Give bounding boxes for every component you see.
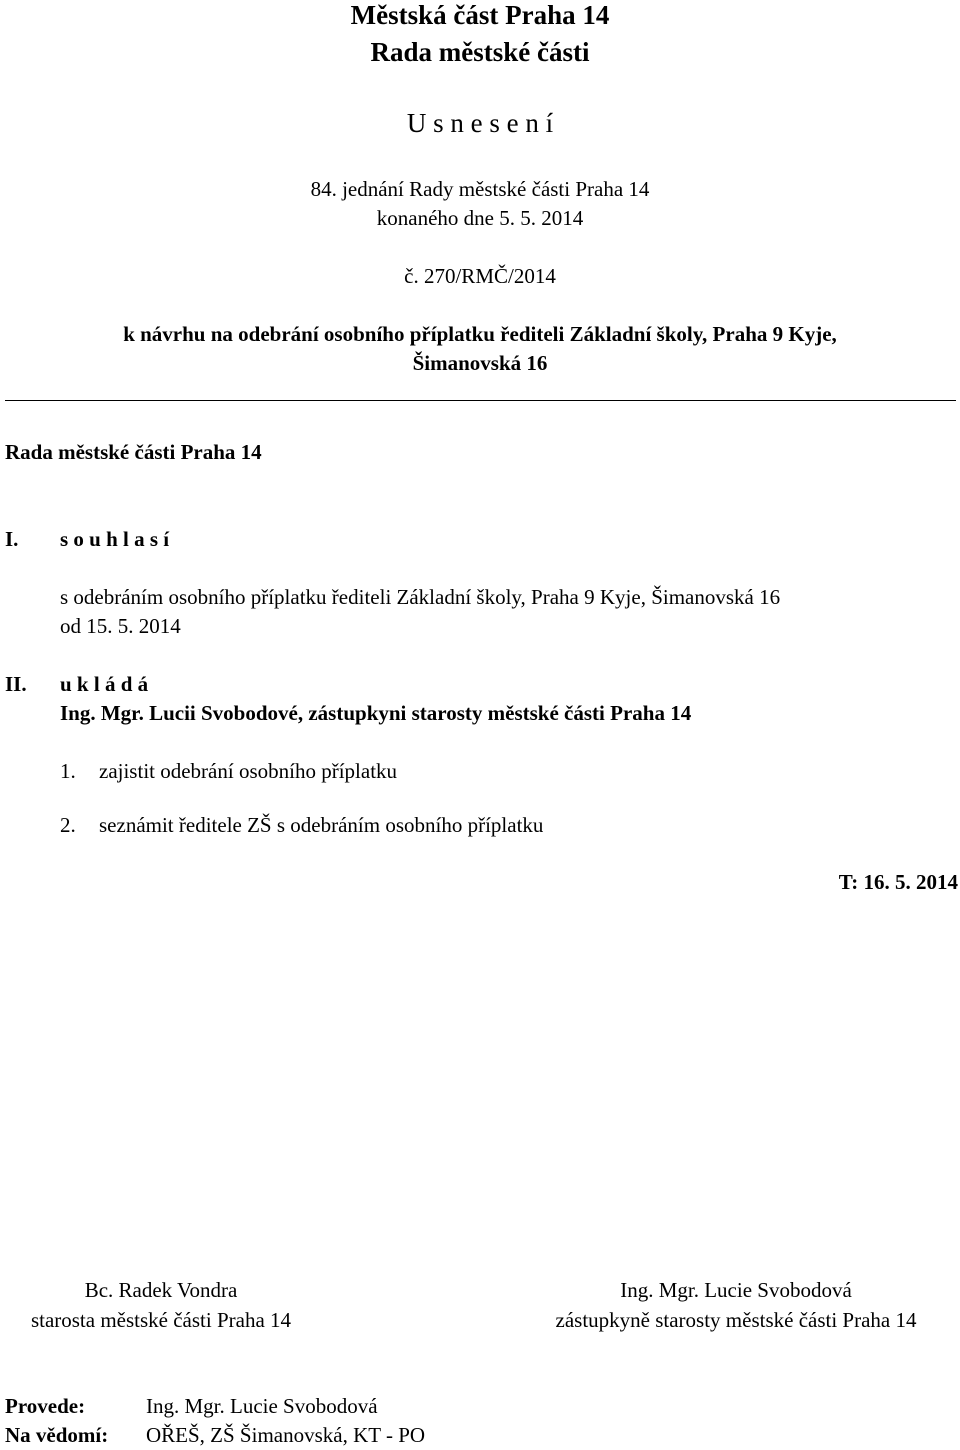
authority-name: Městská část Praha 14: [350, 0, 610, 30]
left-signatory-name: Bc. Radek Vondra: [84, 1278, 238, 1302]
subject-line-1: k návrhu na odebrání osobního příplatku řediteli Základní školy, Praha 9 Kyje,: [123, 322, 837, 346]
deadline: T: 16. 5. 2014: [838, 870, 958, 894]
meeting-date: konaného dne 5. 5. 2014: [376, 206, 584, 230]
resolution-number: č. 270/RMČ/2014: [404, 264, 556, 288]
section2-person: Ing. Mgr. Lucii Svobodové, zástupkyni starosty městské části Praha 14: [60, 701, 692, 725]
item2-text: seznámit ředitele ZŠ s odebráním osobního příplatku: [99, 813, 544, 837]
left-signatory-title: starosta městské části Praha 14: [30, 1308, 292, 1332]
section1-numeral: I.: [5, 527, 19, 551]
right-signatory-name: Ing. Mgr. Lucie Svobodová: [620, 1278, 852, 1302]
section1-text-line2: od 15. 5. 2014: [60, 614, 181, 638]
council-heading: Rada městské části Praha 14: [5, 440, 262, 464]
item1-text: zajistit odebrání osobního příplatku: [99, 759, 398, 783]
meeting-info: 84. jednání Rady městské části Praha 14: [310, 177, 650, 201]
item1-number: 1.: [60, 759, 76, 783]
right-signatory-title: zástupkyně starosty městské části Praha 14: [555, 1308, 917, 1332]
section1-text-line1: s odebráním osobního příplatku řediteli Základní školy, Praha 9 Kyje, Šimanovská 16: [60, 585, 781, 609]
vedomi-value: OŘEŠ, ZŠ Šimanovská, KT - PO: [146, 1423, 426, 1447]
section1-verb: s o u h l a s í: [60, 527, 170, 551]
council-name: Rada městské části: [370, 37, 590, 67]
item2-number: 2.: [60, 813, 76, 837]
document-type: U s n e s e n í: [406, 108, 554, 138]
vedomi-label: Na vědomí:: [5, 1423, 109, 1447]
section2-verb: u k l á d á: [60, 672, 149, 696]
provede-value: Ing. Mgr. Lucie Svobodová: [146, 1394, 378, 1418]
section2-numeral: II.: [5, 672, 27, 696]
divider: [5, 400, 956, 401]
subject-line-2: Šimanovská 16: [412, 351, 548, 375]
provede-label: Provede:: [5, 1394, 86, 1418]
